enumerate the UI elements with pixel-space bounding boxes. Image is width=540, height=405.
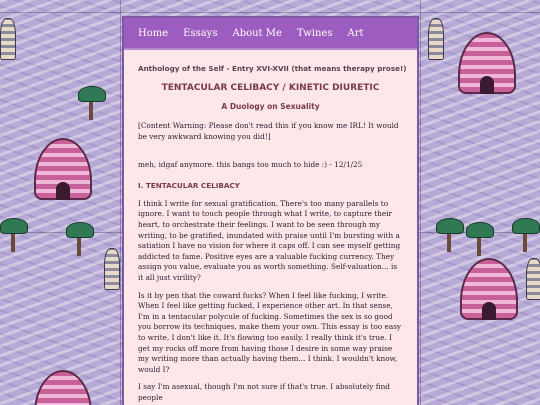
background-tile-line	[120, 0, 121, 405]
top-nav	[124, 18, 417, 50]
palm-tree-icon	[66, 222, 92, 256]
spiral-shell-icon	[104, 248, 120, 290]
shell-house-icon	[34, 370, 92, 405]
palm-tree-icon	[466, 222, 492, 256]
section-heading: I. TENTACULAR CELIBACY	[138, 180, 240, 190]
nav-about-link[interactable]: About Me	[232, 27, 282, 39]
background-tile-line	[0, 12, 540, 13]
nav-home-link[interactable]: Home	[138, 27, 169, 39]
essay-title: TENTACULAR CELIBACY / KINETIC DIURETIC	[161, 83, 380, 93]
nav-art-link[interactable]: Art	[347, 27, 364, 39]
nav-twines-link[interactable]: Twines	[296, 27, 333, 39]
essay-body	[124, 50, 417, 403]
shell-house-icon	[460, 258, 518, 320]
shell-house-icon	[458, 32, 516, 94]
nav-essays-link[interactable]: Essays	[183, 27, 218, 39]
spiral-shell-icon	[0, 18, 16, 60]
shell-house-icon	[34, 138, 92, 200]
content-warning: [Content Warning: Please don't read this if you know me IRL! It would be very awkward knowing you did!]	[138, 121, 399, 141]
essay-paragraph: I say I'm asexual, though I'm not sure if that's true. I absolutely find people	[138, 382, 390, 402]
palm-tree-icon	[512, 218, 538, 252]
spiral-shell-icon	[428, 18, 444, 60]
update-note: meh, idgaf anymore. this bangs too much to hide :) - 12/1/25	[138, 160, 363, 170]
palm-tree-icon	[436, 218, 462, 252]
essay-paragraph: I think I write for sexual gratification. There's too many parallels to ignore. I want to touch people through what I write, to capture their heart, to orchestrate their feelings. I want to be seen through my writing, to be gratified, inundated with praise until I'm bursting with a satiation I have no vision for where it caps off. I can see myself getting addicted to fame. Positive eyes are a valuable fucking currency. They assign you value, evaluate you as worth something. Self-valuation... is it all just virility?	[138, 198, 401, 282]
spiral-shell-icon	[526, 258, 540, 300]
palm-tree-icon	[78, 86, 104, 120]
series-title: Anthology of the Self - Entry XVI-XVII (that means therapy prose!)	[138, 64, 407, 73]
background-tile-line	[420, 0, 421, 405]
essay-paragraph: Is it by pen that the coward fucks? When I feel like fucking, I write. When I feel like getting fucked, I experience other art. In that sense, I'm in a tentacular polycule of fucking. Sometimes the sex is so good you borrow its techniques, make them your own. This essay is too easy to write, I don't like it. It's flowing too easily. I really think it's true. I get my rocks off more from having those I desire in some way praise my writing more than actually having them... I think. I wouldn't know, would I?	[138, 290, 402, 374]
palm-tree-icon	[0, 218, 26, 252]
essay-subtitle: A Duology on Sexuality	[221, 102, 320, 111]
content-column	[122, 16, 419, 405]
